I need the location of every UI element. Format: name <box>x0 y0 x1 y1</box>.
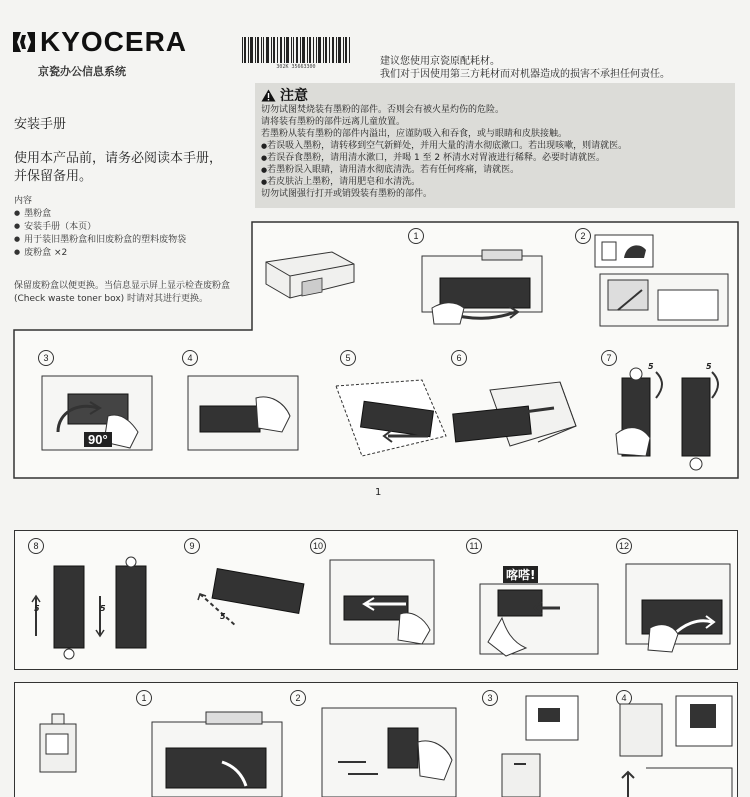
step-8-shake-cartridge-illustration <box>30 556 154 664</box>
notice-line: 我们对于因使用第三方耗材而对机器造成的损害不承担任何责任。 <box>380 69 670 80</box>
shake-count-label: 5 <box>220 612 226 621</box>
caution-bullet: ● 若墨粉误入眼睛，请用清水彻底清洗。若有任何疼痛，请就医。 <box>261 164 729 176</box>
waste-step-4-bag-box-illustration <box>612 694 736 797</box>
manual-title: 安装手册 <box>14 117 67 132</box>
step-number: 3 <box>482 690 498 706</box>
contents-item: ● 用于装旧墨粉盒和旧废粉盒的塑料废物袋 <box>14 233 186 246</box>
step-number: 5 <box>340 350 356 366</box>
caution-bullet: ● 若皮肤沾上墨粉，请用肥皂和水清洗。 <box>261 176 729 188</box>
click-sound-label: 喀嗒! <box>503 566 538 583</box>
waste-box-note: 保留废粉盒以便更换。当信息显示屏上显示检查废粉盒 (Check waste toner box) 时请对其进行更换。 <box>14 281 231 304</box>
company-subtitle: 京瓷办公信息系统 <box>38 65 126 78</box>
step-2-machine-illustration <box>598 270 734 328</box>
caution-title: 注意 <box>280 88 308 104</box>
step-9-shake-horizontal-illustration <box>196 560 312 640</box>
contents-item: ● 废粉盒 ×2 <box>14 246 186 259</box>
caution-line: 切勿试图强行打开或销毁装有墨粉的部件。 <box>261 189 433 199</box>
step-number: 4 <box>616 690 632 706</box>
waste-step-3-cap-box-illustration <box>496 694 594 797</box>
step-11-lock-lever-illustration <box>476 582 602 658</box>
brand-name: KYOCERA <box>40 26 188 57</box>
waste-step-1-open-cover-illustration <box>146 708 288 797</box>
step-number: 10 <box>310 538 326 554</box>
shake-count-label: 5 <box>648 362 654 371</box>
caution-bullet: ● 若误吸入墨粉，请转移到空气新鲜处，并用大量的清水彻底漱口。若出现咳嗽，则请就医。 <box>261 140 729 152</box>
step-12-close-cover-illustration <box>622 558 734 654</box>
caution-line: 请将装有墨粉的部件远离儿童放置。 <box>261 117 406 127</box>
waste-toner-box-illustration <box>34 712 84 776</box>
read-first-line: 并保留备用。 <box>14 169 93 184</box>
step-6-box-cartridge-illustration <box>450 376 580 460</box>
rotation-angle-label: 90° <box>84 432 112 447</box>
shake-count-label: 5 <box>706 362 712 371</box>
step-number: 1 <box>136 690 152 706</box>
caution-line: 切勿试图焚烧装有墨粉的部件。否则会有被火星灼伤的危险。 <box>261 105 505 115</box>
step-7-shake-cartridge-illustration <box>612 364 732 472</box>
waste-toner-icon-panel <box>594 234 654 268</box>
waste-step-2-remove-box-illustration <box>318 702 460 797</box>
page-number: 1 <box>375 487 382 498</box>
read-first-line: 使用本产品前，请务必阅读本手册， <box>14 151 223 166</box>
contents-item: ● 安装手册（本页） <box>14 220 186 233</box>
step-number: 2 <box>575 228 591 244</box>
barcode-number: 302K 35663300 <box>276 64 316 70</box>
step-number: 11 <box>466 538 482 554</box>
shake-count-label: 5 <box>100 604 106 613</box>
step-4-remove-cartridge-illustration <box>186 372 300 454</box>
step-number: 1 <box>408 228 424 244</box>
contents-heading: 内容 <box>14 196 33 206</box>
step-number: 9 <box>184 538 200 554</box>
step-10-insert-cartridge-illustration <box>326 556 438 648</box>
caution-bullet: ● 若误吞食墨粉，请用清水漱口，并喝 1 至 2 杯清水对胃液进行稀释。必要时请就医。 <box>261 152 729 164</box>
step-number: 3 <box>38 350 54 366</box>
notice-line: 建议您使用京瓷原配耗材。 <box>380 56 500 67</box>
caution-line: 若墨粉从装有墨粉的部件内溢出，应谨防吸入和吞食，或与眼睛和皮肤接触。 <box>261 129 568 139</box>
contents-item: ● 墨粉盒 <box>14 207 186 220</box>
step-1-open-front-cover-illustration <box>412 248 552 328</box>
step-number: 8 <box>28 538 44 554</box>
toner-cartridge-illustration <box>262 248 358 308</box>
step-number: 2 <box>290 690 306 706</box>
step-number: 4 <box>182 350 198 366</box>
step-number: 7 <box>601 350 617 366</box>
shake-count-label: 5 <box>34 604 40 613</box>
step-number: 6 <box>451 350 467 366</box>
step-5-bag-cartridge-illustration <box>332 376 450 460</box>
step-number: 12 <box>616 538 632 554</box>
